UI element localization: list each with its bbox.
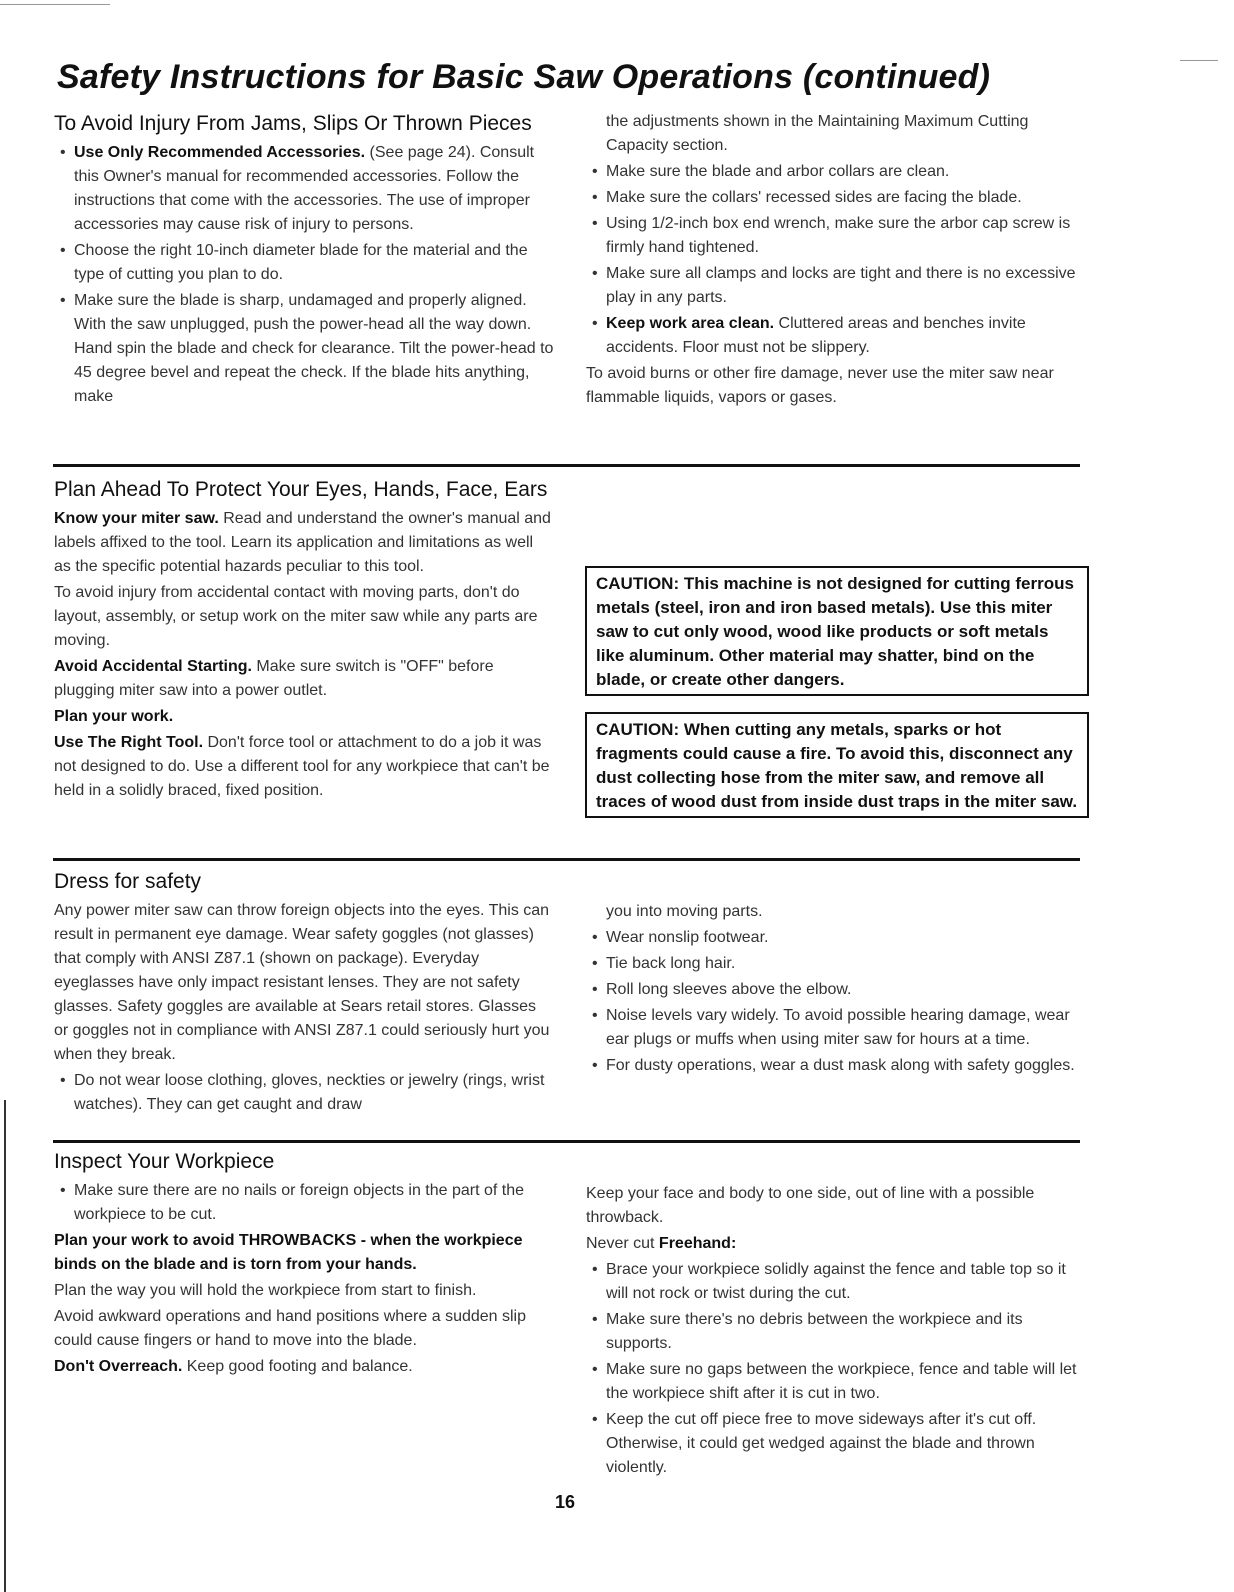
list-item: • Make sure there are no nails or foreign objects in the part of the workpiece to be cut. (54, 1179, 554, 1227)
section-workpiece-right (586, 1182, 1082, 1482)
list-item: • Using 1/2-inch box end wrench, make sure the arbor cap screw is firmly hand tightened. (586, 212, 1082, 260)
bold-lead: Know your miter saw. (54, 510, 219, 527)
section-divider (53, 1140, 1080, 1143)
bold-lead: Use Only Recommended Accessories. (74, 144, 366, 161)
paragraph-text: Keep good footing and balance. (182, 1358, 413, 1375)
section-jams-left (54, 110, 554, 411)
bold-paragraph: Plan your work to avoid THROWBACKS - when the workpiece binds on the blade and is torn from your hands. (54, 1232, 523, 1273)
paragraph (54, 705, 554, 729)
continued-text: the adjustments shown in the Maintaining Maximum Cutting Capacity section. (606, 113, 1029, 154)
list-item: • Do not wear loose clothing, gloves, neckties or jewelry (rings, wrist watches). They can get caught and draw (54, 1069, 554, 1117)
paragraph: Avoid awkward operations and hand positions where a sudden slip could cause fingers or hand to move into the blade. (54, 1308, 527, 1349)
paragraph: Plan the way you will hold the workpiece from start to finish. (54, 1282, 477, 1299)
item-text: (See page 24). Consult this Owner's manual for recommended accessories. Follow the instructions that come with the accessories. The use of improper accessories may cause risk of injury to persons. (74, 144, 535, 233)
list-item: • Choose the right 10-inch diameter blade for the material and the type of cutting you plan to do. (54, 239, 554, 287)
section-dress-right (586, 900, 1082, 1080)
bullet-list (54, 1179, 554, 1227)
section-dress-left (54, 868, 554, 1119)
paragraph: To avoid burns or other fire damage, never use the miter saw near flammable liquids, vapors or gases. (586, 365, 1054, 406)
paragraph (54, 1355, 554, 1379)
scan-mark (0, 4, 110, 5)
bullet-list (586, 926, 1082, 1078)
section-heading: To Avoid Injury From Jams, Slips Or Thrown Pieces (54, 112, 532, 135)
list-item (54, 141, 554, 237)
bullet-list (586, 160, 1082, 360)
list-item (586, 312, 1082, 360)
paragraph: To avoid injury from accidental contact with moving parts, don't do layout, assembly, or setup work on the miter saw while any parts are moving. (54, 584, 538, 649)
list-item: • Make sure all clamps and locks are tight and there is no excessive play in any parts. (586, 262, 1082, 310)
section-jams-right (586, 110, 1082, 412)
list-item: • Roll long sleeves above the elbow. (586, 978, 1082, 1002)
list-item: • Keep the cut off piece free to move sideways after it's cut off. Otherwise, it could get wedged against the blade and thrown violently. (586, 1408, 1082, 1480)
item-text: Cluttered areas and benches invite accidents. Floor must not be slippery. (606, 315, 1026, 356)
section-plan-ahead (54, 476, 554, 805)
list-item: • Noise levels vary widely. To avoid possible hearing damage, wear ear plugs or muffs when using miter saw for hours at a time. (586, 1004, 1082, 1052)
paragraph (54, 731, 554, 803)
bold-lead: Freehand: (658, 1235, 737, 1252)
section-divider (53, 858, 1080, 861)
page-title: Safety Instructions for Basic Saw Operations (continued) (57, 58, 991, 96)
section-heading: Plan Ahead To Protect Your Eyes, Hands, Face, Ears (54, 478, 548, 501)
bold-lead: Keep work area clean. (606, 315, 775, 332)
paragraph: Any power miter saw can throw foreign objects into the eyes. This can result in permanent eye damage. Wear safety goggles (not glasses) that comply with ANSI Z87.1 (shown on package). Everyday eyeglasses have only impact resistant lenses. They are not safety glasses. Safety goggles are available at Sears retail stores. Glasses or goggles not in compliance with ANSI Z87.1 could seriously hurt you when they break. (54, 902, 550, 1063)
section-heading: Dress for safety (54, 870, 202, 893)
page-number: 16 (555, 1492, 576, 1512)
paragraph-text: Don't force tool or attachment to do a job it was not designed to do. Use a different tool for any workpiece that can't be held in a solidly braced, fixed position. (54, 734, 550, 799)
paragraph-text: Read and understand the owner's manual and labels affixed to the tool. Learn its application and limitations as well as the specific potential hazards peculiar to this tool. (54, 510, 551, 575)
bullet-list (54, 1069, 554, 1117)
caution-box-sparks: CAUTION: When cutting any metals, sparks or hot fragments could cause a fire. To avoid this, disconnect any dust collecting hose from the miter saw, and remove all traces of wood dust from inside dust traps in the miter saw. (585, 712, 1089, 818)
paragraph (54, 655, 554, 703)
section-divider (53, 464, 1080, 467)
list-item: • Make sure the blade is sharp, undamaged and properly aligned. With the saw unplugged, push the power-head all the way down. Hand spin the blade and check for clearance. Tilt the power-head to 45 degree bevel and repeat the check. If the blade hits anything, make (54, 289, 554, 409)
paragraph (54, 507, 554, 579)
list-item: • For dusty operations, wear a dust mask along with safety goggles. (586, 1054, 1082, 1078)
paragraph-text: Make sure switch is "OFF" before plugging miter saw into a power outlet. (54, 658, 494, 699)
bold-lead: Don't Overreach. (54, 1358, 183, 1375)
list-item: • Wear nonslip footwear. (586, 926, 1082, 950)
bullet-list (54, 141, 554, 409)
section-workpiece-left (54, 1148, 554, 1381)
caution-box-ferrous: CAUTION: This machine is not designed for cutting ferrous metals (steel, iron and iron based metals). Use this miter saw to cut only wood, wood like products or soft metals like aluminum. Other material may shatter, bind on the blade, or create other dangers. (585, 566, 1089, 696)
list-item: • Brace your workpiece solidly against the fence and table top so it will not rock or twist during the cut. (586, 1258, 1082, 1306)
list-item: • Make sure the collars' recessed sides are facing the blade. (586, 186, 1082, 210)
paragraph: Keep your face and body to one side, out of line with a possible throwback. (586, 1185, 1035, 1226)
bold-lead: Plan your work. (54, 708, 174, 725)
bullet-list (586, 1258, 1082, 1480)
list-item: • Make sure no gaps between the workpiece, fence and table will let the workpiece shift after it is cut in two. (586, 1358, 1082, 1406)
continued-text: you into moving parts. (606, 903, 763, 920)
bold-lead: Avoid Accidental Starting. (54, 658, 252, 675)
list-item: • Make sure there's no debris between the workpiece and its supports. (586, 1308, 1082, 1356)
paragraph-text: Never cut (586, 1235, 659, 1252)
scan-mark (1180, 60, 1218, 61)
scan-edge (4, 1100, 6, 1592)
list-item: • Tie back long hair. (586, 952, 1082, 976)
paragraph (586, 1232, 1082, 1256)
list-item: • Make sure the blade and arbor collars are clean. (586, 160, 1082, 184)
section-heading: Inspect Your Workpiece (54, 1150, 275, 1173)
bold-lead: Use The Right Tool. (54, 734, 204, 751)
